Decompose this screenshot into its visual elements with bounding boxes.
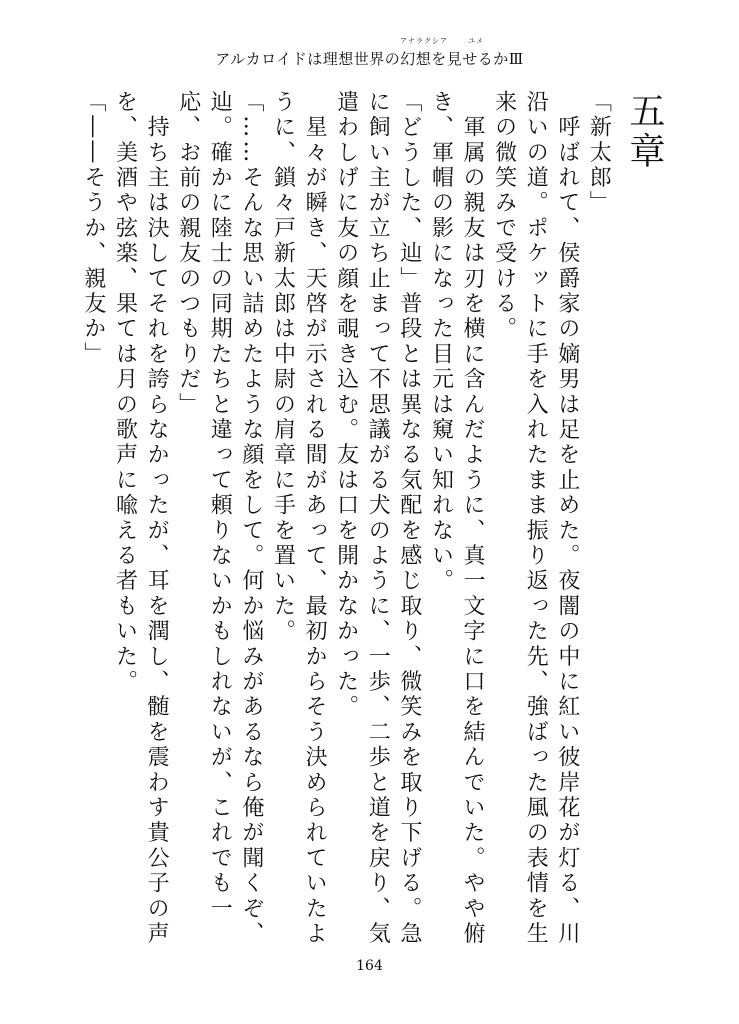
paragraph: 「――そうか、親友か」	[80, 90, 106, 368]
paragraph: 持ち主は決してそれを誇らなかったが、耳を潤し、髄を震わす貴公子の声を、美酒や弦楽、果ては月の歌声に喩える者もいた。	[112, 90, 170, 947]
page-number: 164	[356, 958, 383, 974]
paragraph: 「新太郎」	[586, 90, 612, 216]
chapter-title: 五章	[624, 92, 665, 172]
paragraph: 「どうした、辿」普段とは異なる気配を感じ取り、微笑みを取り下げる。急に飼い主が立ち止まって不思議がる犬のように、一歩、二歩と道を戻り、気遣わしげに友の顔を覗き込む。友は口を開かなかった。	[333, 90, 422, 947]
paragraph: 「……そんな思い詰めたような顔をして。何か悩みがあるなら俺が聞くぞ、辿。確かに陸士の同期たちと違って頼りないかもしれないが、これでも一応、お前の親友のつもりだ」	[175, 90, 264, 947]
running-header: アルカロイドは理想世界の幻想を見せるかⅢ	[215, 50, 524, 68]
header-ruby-illusion: ユメ	[468, 37, 484, 45]
paragraph: 星々が瞬き、天啓が示される間があって、最初からそう決められていたように、鎖々戸新太郎は中尉の肩章に手を置いた。	[270, 90, 328, 947]
header-ruby-theory-world: アナラクシア	[400, 37, 448, 45]
vertical-text-body	[80, 90, 665, 950]
header-ruby-line	[0, 36, 739, 46]
paragraph: 軍属の親友は刃を横に含んだように、真一文字に口を結んでいた。やや俯き、軍帽の影になった目元は窺い知れない。	[428, 90, 486, 947]
paragraph: 呼ばれて、侯爵家の嫡男は足を止めた。夜闇の中に紅い彼岸花が灯る、川沿いの道。ポケットに手を入れたまま振り返った先、強ばった風の表情を生来の微笑みで受ける。	[491, 90, 580, 947]
